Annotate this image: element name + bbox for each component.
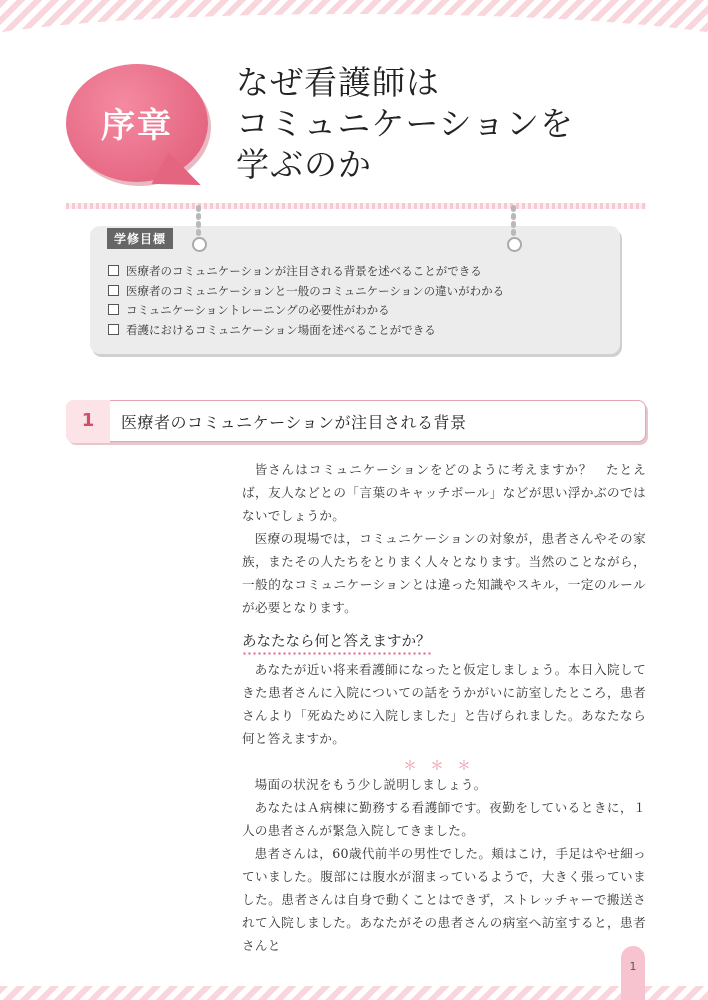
- subsection-underline: [242, 652, 432, 655]
- chapter-title-line: コミュニケーションを: [236, 104, 575, 143]
- title-divider: [66, 203, 646, 209]
- section-title: 医療者のコミュニケーションが注目される背景: [121, 413, 467, 432]
- page-number-tab: [621, 946, 645, 1000]
- scene-text: [242, 773, 646, 957]
- checkbox-icon: [108, 265, 119, 276]
- chapter-title-line: 学ぶのか: [236, 145, 372, 184]
- paragraph: あなたはＡ病棟に勤務する看護師です。夜勤をしているときに，１人の患者さんが緊急入院してきました。: [242, 800, 646, 838]
- goal-item: 看護におけるコミュニケーション場面を述べることができる: [108, 321, 504, 341]
- subsection-title: あなたなら何と答えますか？: [242, 634, 431, 650]
- checkbox-icon: [108, 285, 119, 296]
- section-number: 1: [66, 400, 110, 443]
- goal-item: 医療者のコミュニケーションと一般のコミュニケーションの違いがわかる: [108, 282, 504, 302]
- paragraph: 場面の状況をもう少し説明しましょう。: [254, 777, 487, 792]
- bottom-stripe-decoration: [0, 986, 708, 1000]
- paragraph: あなたが近い将来看護師になったと仮定しましょう。本日入院してきた患者さんに入院についての話をうかがいに訪室したところ，患者さんより「死ぬために入院しました」と告げられました。あなたなら何と答えますか。: [242, 662, 646, 746]
- checkbox-icon: [108, 304, 119, 315]
- hanging-chain-right: [510, 205, 516, 252]
- goal-item: コミュニケーショントレーニングの必要性がわかる: [108, 301, 504, 321]
- hanging-chain-left: [195, 205, 201, 252]
- paragraph: 患者さんは，60歳代前半の男性でした。頬はこけ，手足はやせ細っていました。腹部には腹水が溜まっているようで，大きく張っていました。患者さんは自身で動くことはできず，ストレッチャーで搬送されて入院しました。あなたがその患者さんの病室へ訪室すると，患者さんと: [242, 846, 646, 953]
- chapter-label: 序章: [101, 106, 173, 146]
- goal-item: 医療者のコミュニケーションが注目される背景を述べることができる: [108, 262, 504, 282]
- paragraph: 皆さんはコミュニケーションをどのように考えますか？ たとえば，友人などとの「言葉のキャッチボール」などが思い浮かぶのではないでしょうか。: [242, 462, 646, 523]
- page-number: 1: [629, 960, 637, 973]
- intro-text: [242, 458, 646, 619]
- paragraph: 医療の現場では，コミュニケーションの対象が，患者さんやその家族，またその人たちをとりまく人々となります。当然のことながら，一般的なコミュニケーションとは違った知識やスキル，一定のルールが必要となります。: [242, 531, 646, 615]
- learning-goals-heading: 学修目標: [107, 228, 173, 249]
- scene-separator: ＊＊＊: [403, 759, 485, 774]
- learning-goals-list: [108, 262, 504, 340]
- chapter-title-line: なぜ看護師は: [236, 63, 440, 102]
- subsection-text: [242, 658, 646, 750]
- checkbox-icon: [108, 324, 119, 335]
- chapter-title: [236, 62, 676, 185]
